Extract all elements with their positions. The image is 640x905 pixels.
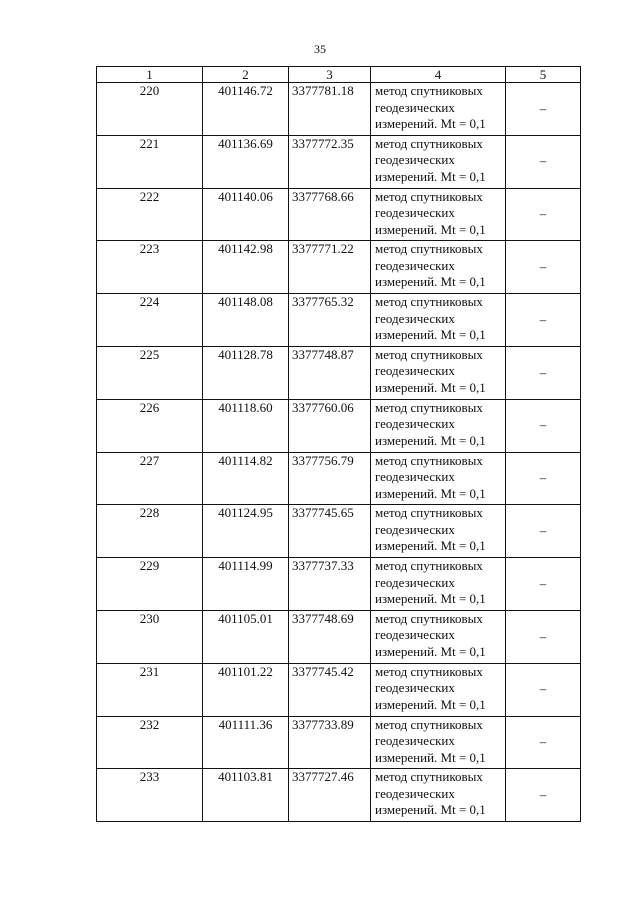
table-row (97, 452, 581, 505)
coordinate-x-cell: 401114.82 (203, 452, 289, 505)
point-number-cell: 232 (97, 716, 203, 769)
column-5-cell: – (506, 663, 581, 716)
coordinate-y-cell: 3377745.42 (289, 663, 371, 716)
table-body (97, 83, 581, 822)
coordinate-y-cell: 3377771.22 (289, 241, 371, 294)
column-5-cell: – (506, 294, 581, 347)
method-line: метод спутниковых (375, 769, 483, 785)
coordinate-x-cell: 401146.72 (203, 83, 289, 136)
table-row (97, 346, 581, 399)
method-line: геодезических (375, 416, 455, 432)
method-line: геодезических (375, 680, 455, 696)
coordinate-y-cell: 3377733.89 (289, 716, 371, 769)
column-5-cell: – (506, 346, 581, 399)
method-line: измерений. Mt = 0,1 (375, 696, 486, 712)
point-number-cell: 224 (97, 294, 203, 347)
column-5-cell: – (506, 505, 581, 558)
method-line: измерений. Mt = 0,1 (375, 485, 486, 501)
method-cell (371, 346, 506, 399)
method-cell (371, 769, 506, 822)
coordinate-y-cell: 3377748.87 (289, 346, 371, 399)
coordinate-y-cell: 3377768.66 (289, 188, 371, 241)
coordinate-y-cell: 3377748.69 (289, 610, 371, 663)
method-line: геодезических (375, 363, 455, 379)
method-line: измерений. Mt = 0,1 (375, 802, 486, 818)
column-5-cell: – (506, 558, 581, 611)
method-line: метод спутниковых (375, 241, 483, 257)
method-cell (371, 399, 506, 452)
method-line: метод спутниковых (375, 294, 483, 310)
column-5-cell: – (506, 769, 581, 822)
method-cell (371, 135, 506, 188)
method-line: геодезических (375, 310, 455, 326)
method-cell (371, 716, 506, 769)
header-col-2: 2 (203, 67, 289, 83)
method-cell (371, 610, 506, 663)
point-number-cell: 220 (97, 83, 203, 136)
coordinate-x-cell: 401128.78 (203, 346, 289, 399)
method-line: измерений. Mt = 0,1 (375, 116, 486, 131)
table-row (97, 188, 581, 241)
header-col-4: 4 (371, 67, 506, 83)
method-line: метод спутниковых (375, 610, 483, 626)
column-5-cell: – (506, 399, 581, 452)
coordinate-x-cell: 401140.06 (203, 188, 289, 241)
method-cell (371, 188, 506, 241)
method-line: геодезических (375, 627, 455, 643)
coordinate-x-cell: 401111.36 (203, 716, 289, 769)
method-line: измерений. Mt = 0,1 (375, 327, 486, 343)
point-number-cell: 227 (97, 452, 203, 505)
table-row (97, 716, 581, 769)
method-line: метод спутниковых (375, 558, 483, 574)
table-row (97, 663, 581, 716)
point-number-cell: 221 (97, 135, 203, 188)
column-5-cell: – (506, 188, 581, 241)
coordinate-x-cell: 401124.95 (203, 505, 289, 558)
header-col-3: 3 (289, 67, 371, 83)
table-row (97, 505, 581, 558)
coordinate-y-cell: 3377781.18 (289, 83, 371, 136)
method-line: метод спутниковых (375, 663, 483, 679)
point-number-cell: 229 (97, 558, 203, 611)
coordinate-y-cell: 3377765.32 (289, 294, 371, 347)
method-line: геодезических (375, 785, 455, 801)
column-5-cell: – (506, 135, 581, 188)
point-number-cell: 228 (97, 505, 203, 558)
table-header-row (97, 67, 581, 83)
method-line: метод спутниковых (375, 188, 483, 204)
point-number-cell: 222 (97, 188, 203, 241)
method-line: метод спутниковых (375, 505, 483, 521)
method-line: метод спутниковых (375, 346, 483, 362)
method-line: геодезических (375, 574, 455, 590)
point-number-cell: 223 (97, 241, 203, 294)
coordinate-y-cell: 3377772.35 (289, 135, 371, 188)
method-line: измерений. Mt = 0,1 (375, 591, 486, 607)
method-line: измерений. Mt = 0,1 (375, 643, 486, 659)
table-row (97, 610, 581, 663)
method-cell (371, 294, 506, 347)
method-line: геодезических (375, 521, 455, 537)
method-cell (371, 558, 506, 611)
coordinate-x-cell: 401101.22 (203, 663, 289, 716)
coordinate-x-cell: 401142.98 (203, 241, 289, 294)
column-5-cell: – (506, 610, 581, 663)
method-line: метод спутниковых (375, 83, 483, 98)
coordinate-x-cell: 401114.99 (203, 558, 289, 611)
method-line: метод спутниковых (375, 399, 483, 415)
table-row (97, 241, 581, 294)
column-5-cell: – (506, 716, 581, 769)
table-row (97, 135, 581, 188)
method-cell (371, 83, 506, 136)
method-line: измерений. Mt = 0,1 (375, 749, 486, 765)
method-line: геодезических (375, 205, 455, 221)
header-col-1: 1 (97, 67, 203, 83)
method-cell (371, 241, 506, 294)
method-line: измерений. Mt = 0,1 (375, 221, 486, 237)
header-col-5: 5 (506, 67, 581, 83)
table-row (97, 558, 581, 611)
method-cell (371, 663, 506, 716)
page-number: 35 (314, 42, 326, 56)
method-line: метод спутниковых (375, 716, 483, 732)
method-line: метод спутниковых (375, 135, 483, 151)
method-cell (371, 505, 506, 558)
coordinate-x-cell: 401103.81 (203, 769, 289, 822)
coordinate-x-cell: 401105.01 (203, 610, 289, 663)
method-line: геодезических (375, 99, 455, 115)
coordinate-y-cell: 3377727.46 (289, 769, 371, 822)
point-number-cell: 225 (97, 346, 203, 399)
method-line: измерений. Mt = 0,1 (375, 538, 486, 554)
coordinate-y-cell: 3377760.06 (289, 399, 371, 452)
method-line: измерений. Mt = 0,1 (375, 168, 486, 184)
coordinate-y-cell: 3377745.65 (289, 505, 371, 558)
coordinate-y-cell: 3377737.33 (289, 558, 371, 611)
table-row (97, 83, 581, 136)
coordinate-x-cell: 401148.08 (203, 294, 289, 347)
table-row (97, 399, 581, 452)
coordinate-y-cell: 3377756.79 (289, 452, 371, 505)
coordinate-x-cell: 401136.69 (203, 135, 289, 188)
column-5-cell: – (506, 452, 581, 505)
method-line: измерений. Mt = 0,1 (375, 274, 486, 290)
method-line: измерений. Mt = 0,1 (375, 379, 486, 395)
method-cell (371, 452, 506, 505)
method-line: геодезических (375, 469, 455, 485)
column-5-cell: – (506, 83, 581, 136)
table-row (97, 769, 581, 822)
column-5-cell: – (506, 241, 581, 294)
point-number-cell: 233 (97, 769, 203, 822)
point-number-cell: 226 (97, 399, 203, 452)
method-line: измерений. Mt = 0,1 (375, 432, 486, 448)
table-row (97, 294, 581, 347)
point-number-cell: 230 (97, 610, 203, 663)
method-line: метод спутниковых (375, 452, 483, 468)
method-line: геодезических (375, 257, 455, 273)
point-number-cell: 231 (97, 663, 203, 716)
method-line: геодезических (375, 152, 455, 168)
coordinate-x-cell: 401118.60 (203, 399, 289, 452)
coordinates-table (96, 66, 581, 822)
method-line: геодезических (375, 733, 455, 749)
